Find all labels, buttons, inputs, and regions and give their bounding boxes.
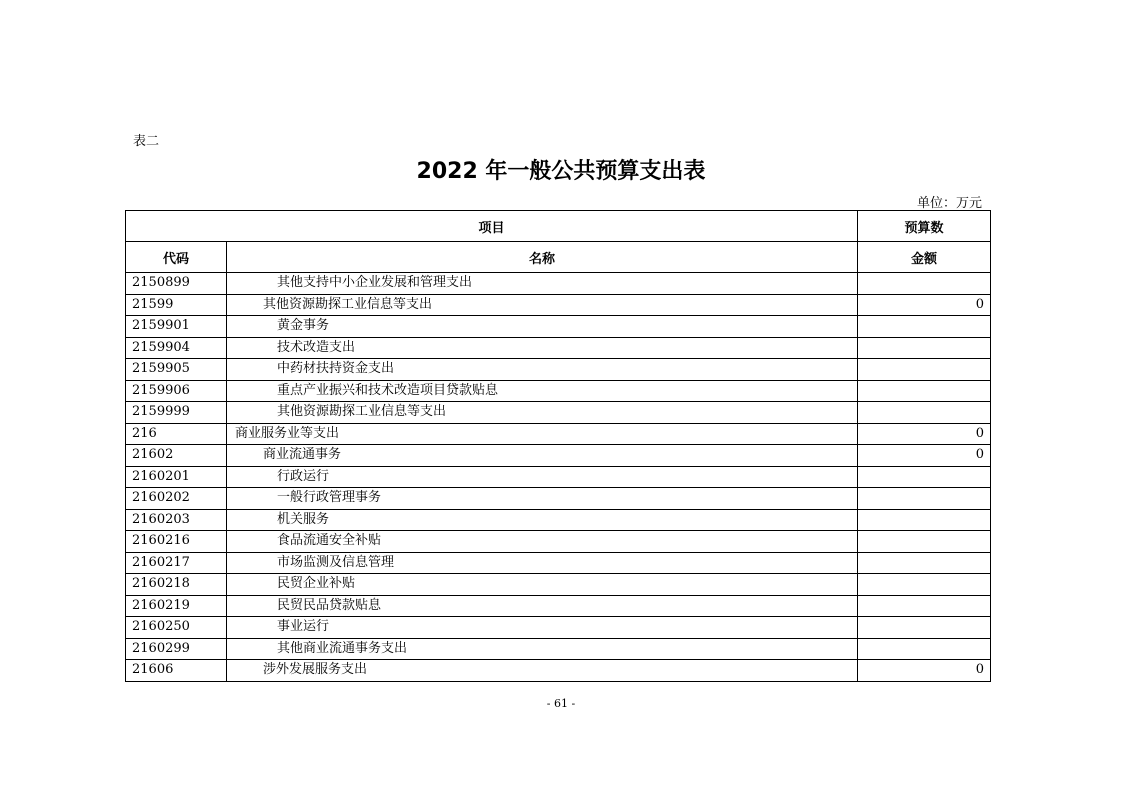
table-row	[126, 294, 991, 316]
row-code: 2159905	[126, 359, 227, 381]
row-code: 2160202	[126, 488, 227, 510]
row-code: 2159901	[126, 316, 227, 338]
row-name: 商业服务业等支出	[227, 423, 858, 445]
table-row	[126, 617, 991, 639]
row-name: 其他资源勘探工业信息等支出	[227, 294, 858, 316]
unit-label: 单位：万元	[916, 196, 982, 211]
row-name: 中药材扶持资金支出	[227, 359, 858, 381]
row-code: 2159999	[126, 402, 227, 424]
row-code: 2160299	[126, 638, 227, 660]
group-header-item: 项目	[126, 211, 858, 242]
table-row	[126, 595, 991, 617]
row-code: 2160201	[126, 466, 227, 488]
row-code: 2160217	[126, 552, 227, 574]
row-name: 涉外发展服务支出	[227, 660, 858, 682]
row-code: 2160216	[126, 531, 227, 553]
row-code: 2159906	[126, 380, 227, 402]
table-row	[126, 638, 991, 660]
group-header-row	[126, 211, 991, 242]
row-name: 其他支持中小企业发展和管理支出	[227, 273, 858, 295]
row-name: 重点产业振兴和技术改造项目贷款贴息	[227, 380, 858, 402]
table-row	[126, 445, 991, 467]
row-amount	[858, 552, 991, 574]
table-row	[126, 402, 991, 424]
row-name: 民贸民品贷款贴息	[227, 595, 858, 617]
table-row	[126, 574, 991, 596]
table-row	[126, 552, 991, 574]
table-row	[126, 273, 991, 295]
row-amount: 0	[858, 445, 991, 467]
row-name: 民贸企业补贴	[227, 574, 858, 596]
row-amount	[858, 595, 991, 617]
table-row	[126, 380, 991, 402]
row-amount: 0	[858, 423, 991, 445]
table-row	[126, 359, 991, 381]
row-name: 机关服务	[227, 509, 858, 531]
row-amount	[858, 574, 991, 596]
row-amount: 0	[858, 660, 991, 682]
table-row	[126, 337, 991, 359]
budget-table	[125, 210, 991, 682]
row-name: 市场监测及信息管理	[227, 552, 858, 574]
row-amount	[858, 380, 991, 402]
row-name: 一般行政管理事务	[227, 488, 858, 510]
group-header-budget: 预算数	[858, 211, 991, 242]
row-amount	[858, 509, 991, 531]
row-name: 商业流通事务	[227, 445, 858, 467]
table-row	[126, 466, 991, 488]
table-row	[126, 423, 991, 445]
row-amount	[858, 402, 991, 424]
row-code: 21602	[126, 445, 227, 467]
table-row	[126, 509, 991, 531]
col-header-code: 代码	[126, 242, 227, 273]
row-amount	[858, 531, 991, 553]
row-amount	[858, 273, 991, 295]
table-row	[126, 316, 991, 338]
row-name: 事业运行	[227, 617, 858, 639]
table-row	[126, 488, 991, 510]
row-code: 2160250	[126, 617, 227, 639]
column-header-row	[126, 242, 991, 273]
row-name: 食品流通安全补贴	[227, 531, 858, 553]
table-row	[126, 660, 991, 682]
table-label: 表二	[133, 134, 160, 149]
row-code: 21599	[126, 294, 227, 316]
row-name: 其他资源勘探工业信息等支出	[227, 402, 858, 424]
row-amount: 0	[858, 294, 991, 316]
row-code: 216	[126, 423, 227, 445]
row-code: 2160203	[126, 509, 227, 531]
row-amount	[858, 638, 991, 660]
row-code: 21606	[126, 660, 227, 682]
row-name: 其他商业流通事务支出	[227, 638, 858, 660]
page-title: 2022 年一般公共预算支出表	[416, 159, 706, 184]
row-name: 技术改造支出	[227, 337, 858, 359]
table-row	[126, 531, 991, 553]
row-name: 黄金事务	[227, 316, 858, 338]
row-code: 2150899	[126, 273, 227, 295]
col-header-amount: 金额	[858, 242, 991, 273]
row-amount	[858, 316, 991, 338]
row-amount	[858, 466, 991, 488]
row-code: 2159904	[126, 337, 227, 359]
row-amount	[858, 488, 991, 510]
row-amount	[858, 617, 991, 639]
col-header-name: 名称	[227, 242, 858, 273]
row-code: 2160219	[126, 595, 227, 617]
row-name: 行政运行	[227, 466, 858, 488]
page-number: - 61 -	[546, 697, 576, 710]
row-amount	[858, 337, 991, 359]
row-code: 2160218	[126, 574, 227, 596]
row-amount	[858, 359, 991, 381]
